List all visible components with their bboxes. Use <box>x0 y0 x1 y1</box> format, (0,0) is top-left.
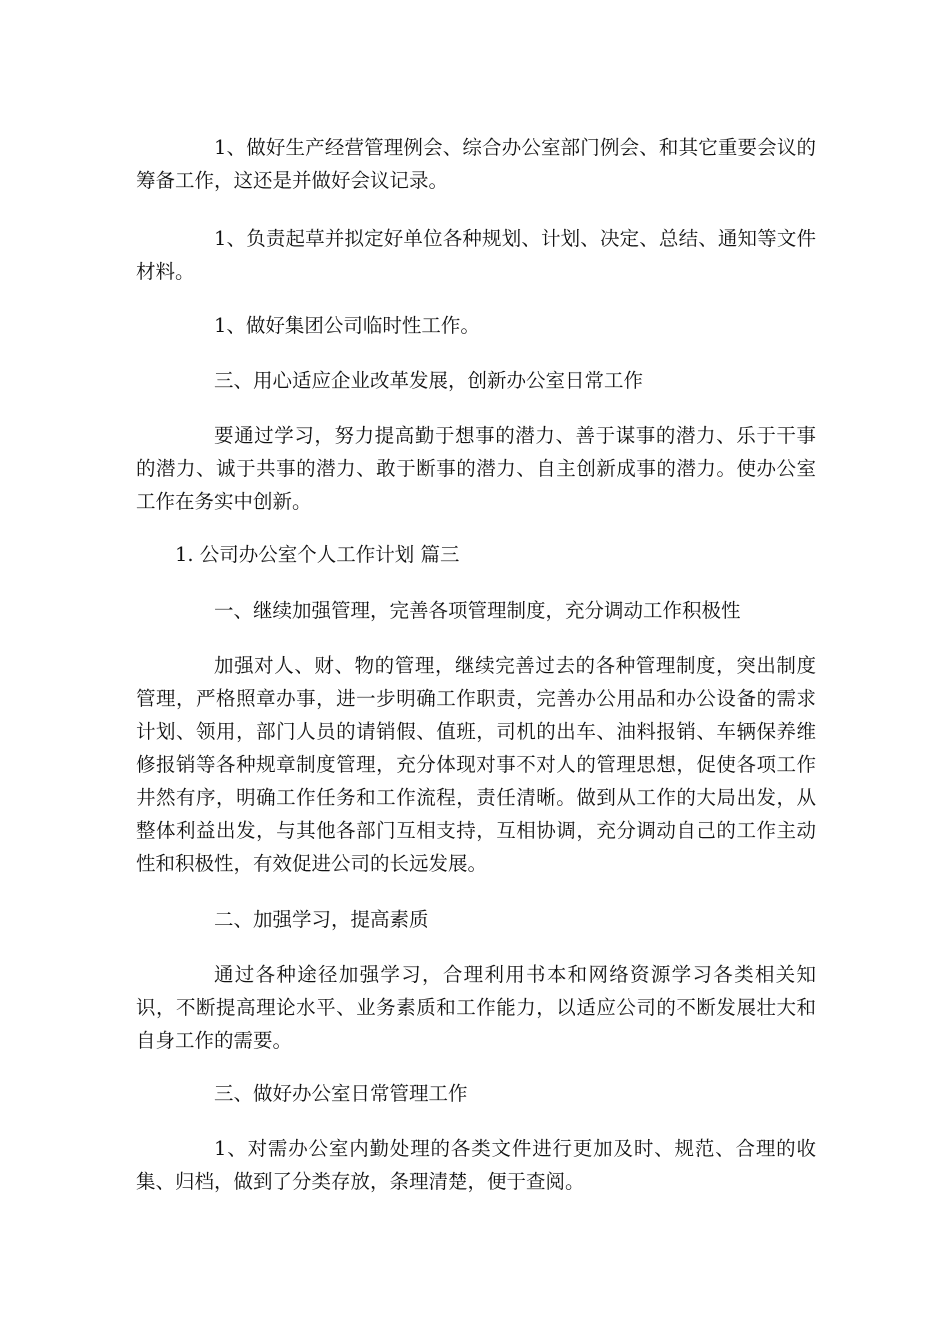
section-heading-study: 二、加强学习，提高素质 <box>214 908 429 931</box>
paragraph-document-drafting: 1、负责起草并拟定好单位各种规划、计划、决定、总结、通知等文件材料。 <box>136 227 816 283</box>
section-heading-management: 一、继续加强管理，完善各项管理制度，充分调动工作积极性 <box>214 599 741 622</box>
section-heading-daily-management: 三、做好办公室日常管理工作 <box>214 1082 468 1105</box>
paragraph-file-archiving: 1、对需办公室内勤处理的各类文件进行更加及时、规范、合理的收集、归档，做到了分类存放，条理清楚，便于查阅。 <box>136 1137 816 1193</box>
paragraph-temporary-work: 1、做好集团公司临时性工作。 <box>214 314 480 337</box>
paragraph-study-details: 通过各种途径加强学习，合理利用书本和网络资源学习各类相关知识，不断提高理论水平、业务素质和工作能力，以适应公司的不断发展壮大和自身工作的需要。 <box>136 963 816 1052</box>
article-title-part-three: 1. 公司办公室个人工作计划 篇三 <box>175 543 460 566</box>
paragraph-management-details: 加强对人、财、物的管理，继续完善过去的各种管理制度，突出制度管理，严格照章办事，进一步明确工作职责，完善办公用品和办公设备的需求计划、领用，部门人员的请销假、值班，司机的出车、油料报销、车辆保养维修报销等各种规章制度管理，充分体现对事不对人的管理思想，促使各项工作井然有序，明确工作任务和工作流程，责任清晰。做到从工作的大局出发，从整体利益出发，与其他各部门互相支持，互相协调，充分调动自己的工作主动性和积极性，有效促进公司的长远发展。 <box>136 654 816 875</box>
paragraph-meeting-preparation: 1、做好生产经营管理例会、综合办公室部门例会、和其它重要会议的筹备工作，这还是并做好会议记录。 <box>136 136 816 192</box>
paragraph-learning-potential: 要通过学习，努力提高勤于想事的潜力、善于谋事的潜力、乐于干事的潜力、诚于共事的潜力、敢于断事的潜力、自主创新成事的潜力。使办公室工作在务实中创新。 <box>136 424 816 513</box>
section-heading-innovation: 三、用心适应企业改革发展，创新办公室日常工作 <box>214 369 644 392</box>
